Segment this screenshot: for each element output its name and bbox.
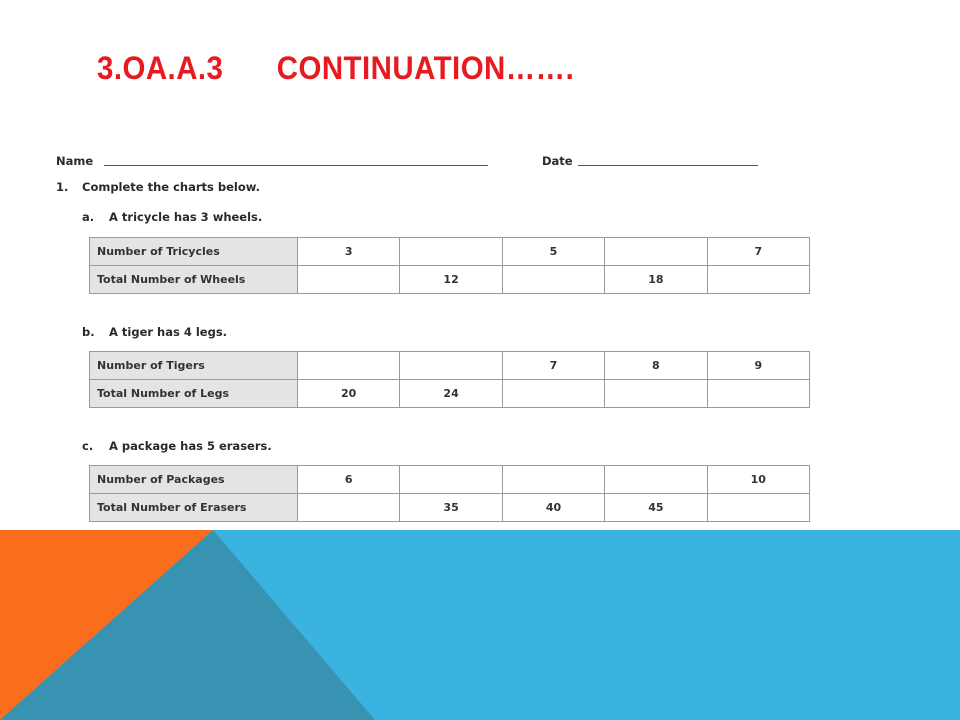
table-cell[interactable] (400, 466, 502, 494)
table-cell[interactable]: 10 (707, 466, 809, 494)
table-cell[interactable]: 18 (605, 266, 707, 294)
part-c-prompt: A package has 5 erasers. (109, 439, 272, 453)
table-cell[interactable]: 40 (502, 494, 604, 522)
table-cell[interactable]: 12 (400, 266, 502, 294)
table-cell[interactable] (502, 466, 604, 494)
date-line (578, 165, 758, 166)
table-cell[interactable]: 24 (400, 380, 502, 408)
table-row (90, 238, 810, 266)
footer-decoration (0, 530, 960, 720)
table-cell[interactable]: 7 (502, 352, 604, 380)
table-cell[interactable] (605, 466, 707, 494)
table-cell[interactable] (707, 494, 809, 522)
tricycle-chart (89, 237, 810, 294)
table-cell[interactable]: 5 (502, 238, 604, 266)
question-text: Complete the charts below. (82, 180, 260, 194)
name-label: Name (56, 154, 94, 168)
table-row (90, 494, 810, 522)
part-c-letter: c. (82, 439, 94, 453)
row-label: Total Number of Wheels (90, 266, 298, 294)
table-cell[interactable]: 35 (400, 494, 502, 522)
part-b-prompt: A tiger has 4 legs. (109, 325, 228, 339)
slide-title-text: CONTINUATION……. (276, 50, 575, 86)
name-line (104, 165, 488, 166)
table-cell[interactable]: 20 (298, 380, 400, 408)
part-a-prompt: A tricycle has 3 wheels. (109, 210, 263, 224)
slide-title-code: 3.OA.A.3 (97, 50, 224, 86)
table-cell[interactable]: 7 (707, 238, 809, 266)
table-cell[interactable] (298, 352, 400, 380)
table-cell[interactable] (605, 238, 707, 266)
table-row (90, 466, 810, 494)
table-cell[interactable] (400, 238, 502, 266)
table-cell[interactable] (502, 380, 604, 408)
table-cell[interactable] (707, 266, 809, 294)
part-a-letter: a. (82, 210, 95, 224)
tiger-chart (89, 351, 810, 408)
table-cell[interactable] (298, 494, 400, 522)
question-number: 1. (56, 180, 69, 194)
table-cell[interactable]: 9 (707, 352, 809, 380)
row-label: Number of Tigers (90, 352, 298, 380)
table-cell[interactable] (400, 352, 502, 380)
table-row (90, 266, 810, 294)
date-label: Date (542, 154, 573, 168)
table-cell[interactable]: 8 (605, 352, 707, 380)
table-cell[interactable] (298, 266, 400, 294)
part-b-letter: b. (82, 325, 95, 339)
table-row (90, 380, 810, 408)
table-cell[interactable]: 6 (298, 466, 400, 494)
table-row (90, 352, 810, 380)
eraser-chart (89, 465, 810, 522)
row-label: Total Number of Legs (90, 380, 298, 408)
row-label: Total Number of Erasers (90, 494, 298, 522)
table-cell[interactable]: 45 (605, 494, 707, 522)
table-cell[interactable] (605, 380, 707, 408)
table-cell[interactable] (502, 266, 604, 294)
table-cell[interactable]: 3 (298, 238, 400, 266)
row-label: Number of Packages (90, 466, 298, 494)
table-cell[interactable] (707, 380, 809, 408)
row-label: Number of Tricycles (90, 238, 298, 266)
